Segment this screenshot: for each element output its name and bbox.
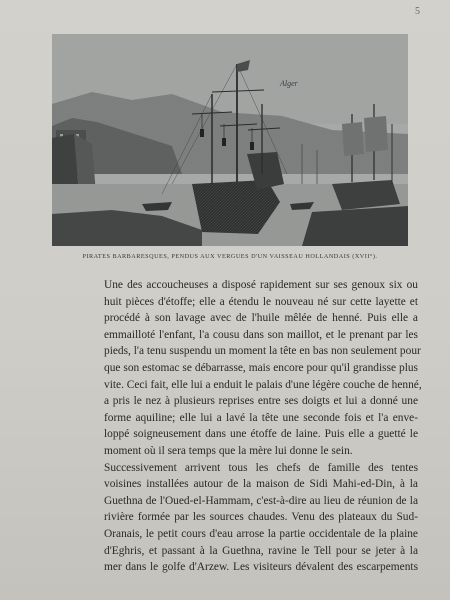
text-line: forme aquiline; elle lui a lavé la tête une seconde fois et l'a enve- bbox=[104, 411, 418, 424]
text-line: que son estomac se débarrasse, mais encore pour qu'il grandisse plus bbox=[104, 361, 418, 374]
paragraph-1 bbox=[86, 277, 422, 460]
text-line: vite. Ceci fait, elle lui a enduit le palais d'une légère couche de henné, bbox=[104, 378, 422, 391]
text-line: moment où il sera temps que la mère lui donne le sein. bbox=[104, 444, 353, 457]
engraving-illustration bbox=[52, 34, 408, 246]
text-line: Successivement arrivent tous les chefs de famille des tentes bbox=[104, 461, 418, 474]
text-line: pieds, l'a tenu suspendu un moment la tête en bas non seulement pour bbox=[104, 345, 421, 358]
text-line: mer dans le golfe d'Arzew. Les visiteurs dévalent des escarpements bbox=[104, 561, 418, 574]
harbor-ships-engraving bbox=[52, 34, 408, 246]
page-number: 5 bbox=[415, 6, 420, 17]
text-line: huit pièces d'étoffe; elle a étendu le nouveau né sur cette layette et bbox=[104, 295, 418, 308]
text-line: emmailloté l'enfant, l'a cousu dans son maillot, et le prenant par les bbox=[104, 328, 418, 341]
text-line: Guethna de l'Oued-el-Hammam, c'est-à-dire au lieu de réunion de la bbox=[104, 494, 418, 507]
paragraph-2 bbox=[86, 460, 418, 576]
text-line: rivière formée par les sources chaudes. Venu des plateaux du Sud- bbox=[104, 511, 418, 524]
illustration-caption: PIRATES BARBARESQUES, PENDUS AUX VERGUES D'UN VAISSEAU HOLLANDAIS (XVII°). bbox=[82, 253, 378, 260]
text-line: d'Eghris, et passant à la Guethna, ravine le Tell pour se jeter à la bbox=[104, 544, 418, 557]
text-line: Une des accoucheuses a disposé rapidement sur ses genoux six ou bbox=[104, 279, 418, 291]
text-line: procédé à son lavage avec de l'huile mêlée de henné. Puis elle a bbox=[104, 312, 418, 325]
engraved-label: Alger bbox=[280, 79, 298, 88]
text-line: voisines installées autour de la maison de Sidi Mahi-ed-Din, à la bbox=[104, 478, 418, 491]
text-line: Oranais, le petit cours d'eau arrose la partie occidentale de la plaine bbox=[104, 527, 418, 540]
text-line: loppé soigneusement dans une étoffe de laine. Puis elle a guetté le bbox=[104, 428, 418, 441]
text-line: a pris le nez à plusieurs reprises entre ses doigts et lui a donné une bbox=[104, 395, 418, 408]
body-text bbox=[86, 277, 422, 576]
